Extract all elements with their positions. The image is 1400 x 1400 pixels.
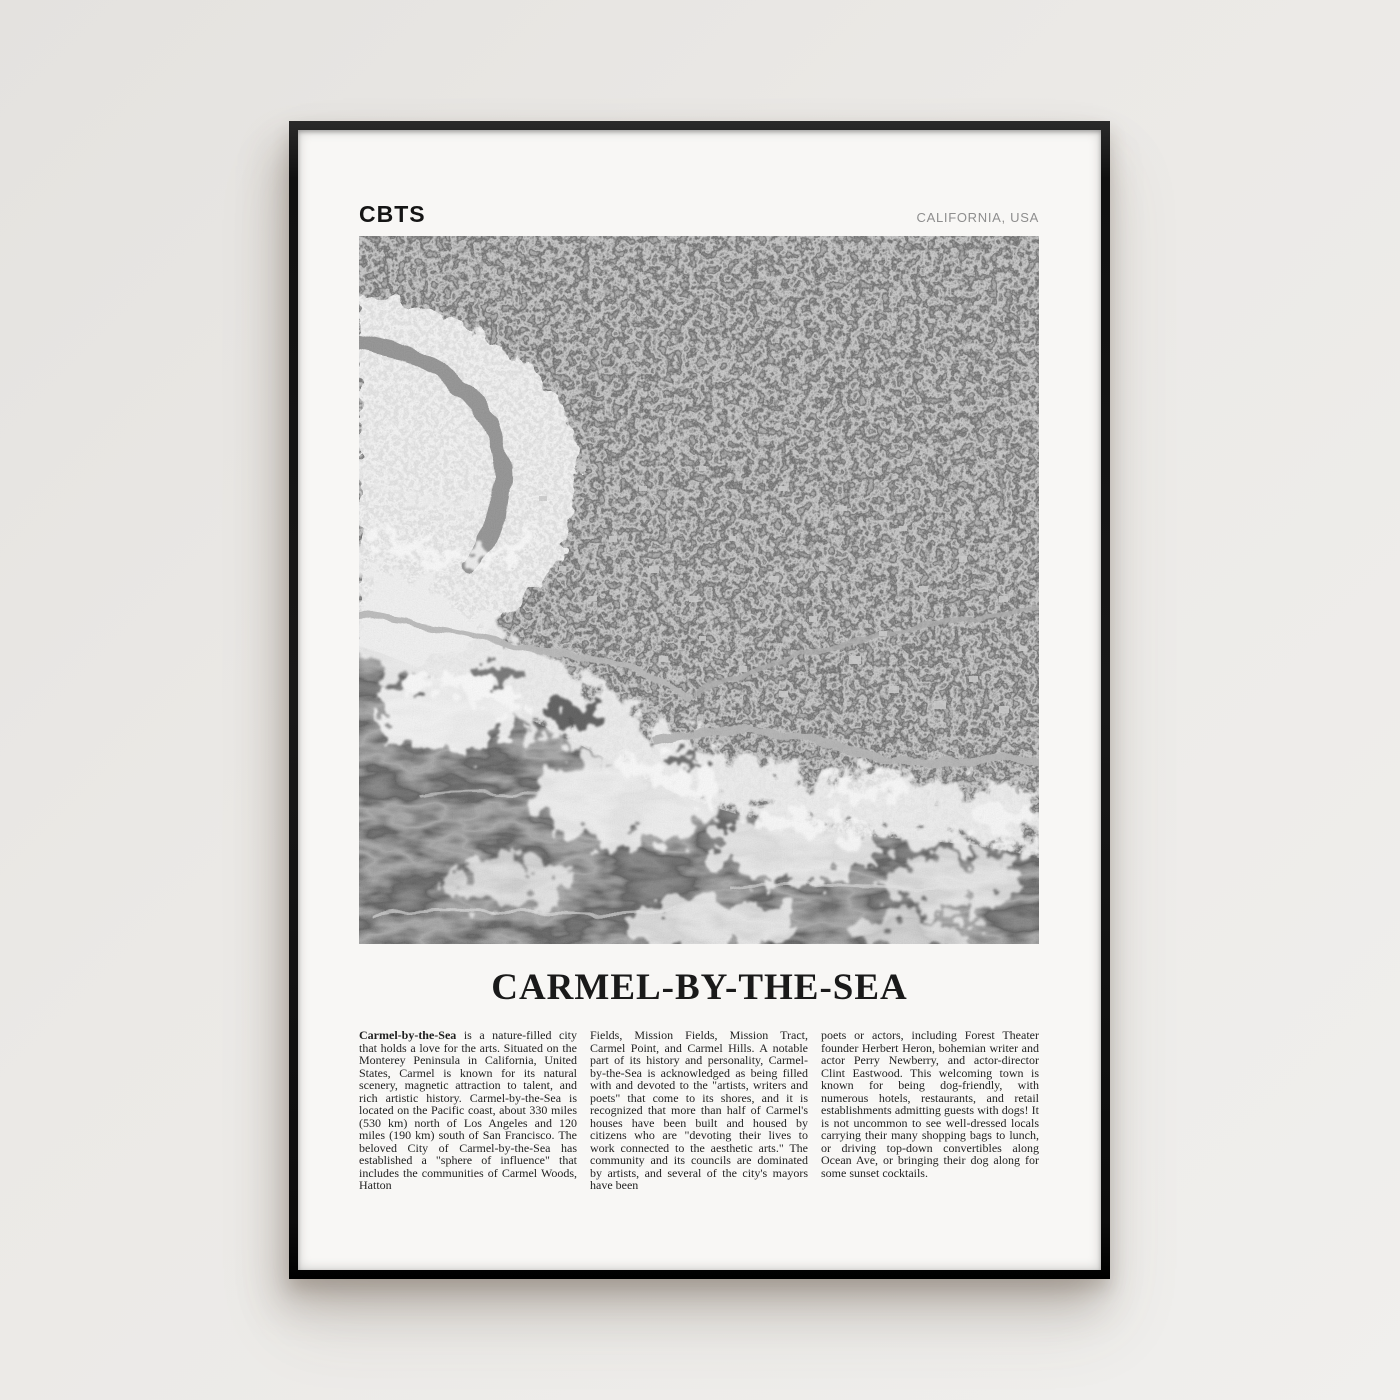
poster-header [359,194,1039,226]
location-text: CALIFORNIA, USA [916,210,1039,226]
aerial-photo [359,236,1039,944]
poster-title: CARMEL-BY-THE-SEA [491,967,908,1008]
body-column-3: poets or actors, including Forest Theater founder Herbert Heron, bohemian writer and actor Perry Newberry, and actor-director Clint Eastwood. This welcoming town is known for being dog-friendly, with numerous hotels, restaurants, and retail establishments admitting guests with dogs! It is not uncommon to see well-dressed locals carrying their many shopping bags to lunch, or driving top-down convertibles along Ocean Ave, or bringing their dog along for some sunset cocktails. [821,1028,1039,1180]
body-column-1: Carmel-by-the-Sea is a nature-filled city that holds a love for the arts. Situated on the Monterey Peninsula in California, United States, Carmel is known for its natural scenery, magnetic attraction to talent, and rich artistic history. Carmel-by-the-Sea is located on the Pacific coast, about 330 miles (530 km) north of Los Angeles and 120 miles (190 km) south of San Francisco. The beloved City of Carmel-by-the-Sea has established a "sphere of influence" that includes the communities of Carmel Woods, Hatton [359,1028,577,1192]
brand-text: CBTS [359,201,426,227]
aerial-photo-art [359,236,1039,944]
picture-frame [289,121,1110,1279]
film-grain [359,236,1039,944]
body-column-2: Fields, Mission Fields, Mission Tract, Carmel Point, and Carmel Hills. A notable part of its history and personality, Carmel-by-the-Sea is acknowledged as being filled with and devoted to the "artists, writers and poets" that come to its shores, and it is recognized that more than half of Carmel's houses have been built and housed by citizens who are "devoting their lives to work connected to the aesthetic arts." The community and its councils are dominated by artists, and several of the city's mayors have been [590,1028,808,1192]
body-lead: Carmel-by-the-Sea [359,1028,457,1042]
poster-paper [298,130,1101,1270]
body-text [359,1029,1039,1192]
